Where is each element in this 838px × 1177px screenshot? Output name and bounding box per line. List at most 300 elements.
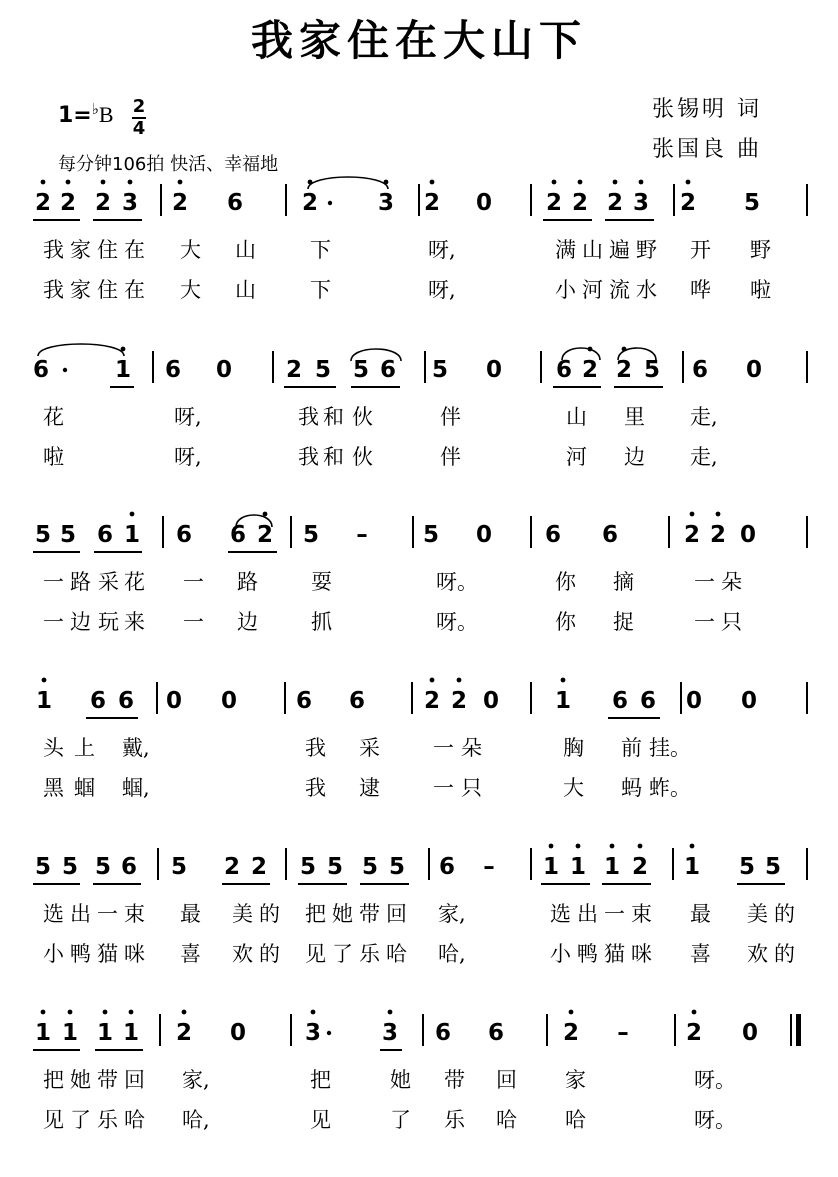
note: 5 — [94, 854, 112, 880]
lyric-verse-2: 流 — [609, 278, 630, 302]
lyric-verse-2: 大 — [563, 776, 584, 800]
note: 5 — [170, 854, 188, 880]
note: 2 — [545, 190, 563, 216]
lyric-verse-2: 了 — [332, 942, 353, 966]
note: 6 — [691, 357, 709, 383]
lyric-verse-2: 猫 — [97, 942, 118, 966]
beam-underline — [86, 717, 138, 719]
octave-dot — [610, 844, 615, 849]
note: 1 — [96, 1020, 114, 1046]
lyric-verse-2: 蚂 — [621, 776, 642, 800]
barline — [682, 351, 684, 383]
octave-dot — [41, 180, 46, 185]
note: 2 — [423, 688, 441, 714]
flat-sign: ♭ — [91, 100, 99, 118]
beam-underline — [33, 1049, 80, 1051]
beam-underline — [541, 883, 590, 885]
lyric-verse-1: 戴, — [122, 736, 150, 760]
barline — [806, 516, 808, 548]
lyric-verse-1: 最 — [690, 902, 711, 926]
note: – — [356, 522, 368, 548]
lyric-verse-2: 啦 — [750, 278, 771, 302]
octave-dot — [263, 512, 268, 517]
note: 2 — [250, 854, 268, 880]
barline — [424, 351, 426, 383]
beam-underline — [33, 883, 80, 885]
note: 0 — [739, 522, 757, 548]
lyric-verse-1: 前 — [621, 736, 642, 760]
note: 0 — [475, 190, 493, 216]
beam-underline — [360, 883, 409, 885]
lyric-verse-2: 哈 — [386, 942, 407, 966]
note: 5 — [34, 522, 52, 548]
barline — [290, 516, 292, 548]
lyric-verse-1: 住 — [97, 238, 118, 262]
lyric-verse-1: 美 — [747, 902, 768, 926]
lyric-verse-1: 遍 — [609, 238, 630, 262]
lyric-verse-2: 乐 — [359, 942, 380, 966]
note: 2 — [301, 190, 319, 216]
lyric-verse-1: 家, — [182, 1068, 210, 1092]
lyric-verse-2: 一 — [433, 776, 454, 800]
note: 0 — [485, 357, 503, 383]
lyric-verse-1: 上 — [74, 736, 95, 760]
octave-dot — [388, 1010, 393, 1015]
note: 6 — [32, 357, 50, 383]
barline — [530, 516, 532, 548]
note: – — [617, 1020, 629, 1046]
note: 1 — [554, 688, 572, 714]
barline — [668, 516, 670, 548]
note: 2 — [683, 522, 701, 548]
barline — [284, 682, 286, 714]
note: 3 — [121, 190, 139, 216]
lyric-verse-2: 家 — [70, 278, 91, 302]
beam-underline — [602, 883, 651, 885]
note: 1 — [569, 854, 587, 880]
octave-dot — [690, 844, 695, 849]
lyric-verse-2: 呀, — [428, 278, 456, 302]
lyric-verse-2: 和 — [323, 445, 344, 469]
lyric-verse-2: 鸭 — [577, 942, 598, 966]
barline — [546, 1014, 548, 1046]
lyric-verse-1: 满 — [555, 238, 576, 262]
note: 5 — [361, 854, 379, 880]
octave-dot — [128, 180, 133, 185]
lyric-verse-2: 伴 — [440, 445, 461, 469]
note: 2 — [223, 854, 241, 880]
octave-dot — [457, 678, 462, 683]
lyric-verse-1: 呀, — [428, 238, 456, 262]
octave-dot — [129, 1010, 134, 1015]
note: 1 — [603, 854, 621, 880]
lyric-verse-1: 采 — [98, 570, 119, 594]
lyric-verse-1: 束 — [124, 902, 145, 926]
lyric-verse-2: 蚱。 — [649, 776, 691, 800]
octave-dot — [716, 512, 721, 517]
lyric-verse-2: 水 — [636, 278, 657, 302]
lyric-verse-2: 呀, — [174, 445, 202, 469]
note: 6 — [164, 357, 182, 383]
lyric-verse-2: 哈 — [565, 1108, 586, 1132]
barline — [428, 848, 430, 880]
octave-dot — [311, 1010, 316, 1015]
beam-underline — [380, 1049, 402, 1051]
lyric-verse-1: 一 — [433, 736, 454, 760]
note: 5 — [643, 357, 661, 383]
lyric-verse-1: 你 — [555, 570, 576, 594]
lyric-verse-1: 山 — [235, 238, 256, 262]
lyric-verse-1: 她 — [70, 1068, 91, 1092]
barline — [673, 184, 675, 216]
lyric-verse-2: 走, — [690, 445, 718, 469]
note: 5 — [388, 854, 406, 880]
lyric-verse-1: 在 — [124, 238, 145, 262]
lyric-verse-2: 来 — [124, 610, 145, 634]
lyric-verse-1: 呀。 — [694, 1068, 736, 1092]
octave-dot — [101, 180, 106, 185]
octave-dot — [639, 180, 644, 185]
note: 6 — [434, 1020, 452, 1046]
lyric-verse-1: 和 — [323, 405, 344, 429]
octave-dot — [68, 1010, 73, 1015]
note: 2 — [34, 190, 52, 216]
lyric-verse-1: 呀, — [174, 405, 202, 429]
barline — [672, 848, 674, 880]
lyric-verse-2: 边 — [237, 610, 258, 634]
lyric-verse-1: 伙 — [352, 405, 373, 429]
barline — [422, 1014, 424, 1046]
beam-underline — [375, 386, 400, 388]
lyric-verse-1: 回 — [124, 1068, 145, 1092]
lyric-verse-1: 家 — [565, 1068, 586, 1092]
note: 5 — [738, 854, 756, 880]
lyric-verse-2: 小 — [43, 942, 64, 966]
lyric-verse-2: 山 — [235, 278, 256, 302]
note: 1 — [542, 854, 560, 880]
barline — [530, 848, 532, 880]
lyric-verse-1: 山 — [566, 405, 587, 429]
note: 6 — [89, 688, 107, 714]
lyric-verse-2: 捉 — [613, 610, 634, 634]
lyric-verse-2: 抓 — [311, 610, 332, 634]
lyric-verse-2: 啦 — [43, 445, 64, 469]
octave-dot — [430, 180, 435, 185]
lyric-verse-1: 我 — [298, 405, 319, 429]
lyric-verse-1: 家 — [70, 238, 91, 262]
lyric-verse-1: 的 — [774, 902, 795, 926]
lyric-verse-2: 呀。 — [436, 610, 478, 634]
beam-underline — [93, 219, 142, 221]
lyric-verse-2: 只 — [461, 776, 482, 800]
octave-dot — [103, 1010, 108, 1015]
song-title: 我家住在大山下 — [250, 16, 587, 65]
beam-underline — [284, 386, 336, 388]
lyric-verse-2: 只 — [721, 610, 742, 634]
note: 1 — [114, 357, 132, 383]
lyric-verse-1: 把 — [310, 1068, 331, 1092]
octave-dot — [66, 180, 71, 185]
barline — [290, 1014, 292, 1046]
lyric-verse-1: 山 — [582, 238, 603, 262]
barline — [806, 184, 808, 216]
lyric-verse-1: 朵 — [721, 570, 742, 594]
lyric-verse-1: 出 — [577, 902, 598, 926]
composer-credit: 张国良 曲 — [652, 137, 762, 162]
lyric-verse-1: 挂。 — [649, 736, 691, 760]
lyricist-credit: 张锡明 词 — [652, 97, 762, 122]
lyric-verse-1: 出 — [70, 902, 91, 926]
note: 2 — [256, 522, 274, 548]
lyric-verse-2: 喜 — [180, 942, 201, 966]
note: 0 — [685, 688, 703, 714]
lyric-verse-2: 猫 — [604, 942, 625, 966]
note: 6 — [348, 688, 366, 714]
lyric-verse-2: 见 — [310, 1108, 331, 1132]
beam-underline — [298, 883, 347, 885]
lyric-verse-1: 把 — [305, 902, 326, 926]
note: 0 — [220, 688, 238, 714]
lyric-verse-2: 的 — [774, 942, 795, 966]
barline — [530, 682, 532, 714]
time-bottom: 4 — [132, 118, 146, 139]
note: 5 — [59, 522, 77, 548]
note: 6 — [379, 357, 397, 383]
lyric-verse-2: 小 — [550, 942, 571, 966]
beam-underline — [33, 551, 80, 553]
lyric-verse-1: 一 — [97, 902, 118, 926]
beam-underline — [605, 219, 654, 221]
note: 3 — [632, 190, 650, 216]
note: 0 — [740, 688, 758, 714]
lyric-verse-2: 见 — [43, 1108, 64, 1132]
lyric-verse-2: 在 — [124, 278, 145, 302]
lyric-verse-2: 我 — [298, 445, 319, 469]
lyric-verse-2: 一 — [183, 610, 204, 634]
lyric-verse-2: 我 — [43, 278, 64, 302]
note: 6 — [639, 688, 657, 714]
lyric-verse-1: 摘 — [613, 570, 634, 594]
final-barline — [796, 1014, 801, 1046]
lyric-verse-1: 把 — [43, 1068, 64, 1092]
octave-dot — [578, 180, 583, 185]
lyric-verse-1: 花 — [124, 570, 145, 594]
note: 2 — [175, 1020, 193, 1046]
note: 6 — [544, 522, 562, 548]
lyric-verse-1: 大 — [180, 238, 201, 262]
note: 2 — [59, 190, 77, 216]
note: 0 — [482, 688, 500, 714]
lyric-verse-1: 一 — [183, 570, 204, 594]
barline — [272, 351, 274, 383]
lyric-verse-1: 一 — [43, 570, 64, 594]
lyric-verse-2: 哈, — [182, 1108, 210, 1132]
octave-dot — [182, 1010, 187, 1015]
note: 2 — [94, 190, 112, 216]
beam-underline — [228, 551, 277, 553]
lyric-verse-2: 边 — [624, 445, 645, 469]
barline — [418, 184, 420, 216]
barline — [157, 848, 159, 880]
lyric-verse-2: 欢 — [747, 942, 768, 966]
note: 5 — [764, 854, 782, 880]
lyric-verse-2: 的 — [259, 942, 280, 966]
note: 2 — [615, 357, 633, 383]
lyric-verse-1: 走, — [690, 405, 718, 429]
beam-underline — [33, 219, 80, 221]
note: 2 — [450, 688, 468, 714]
octave-dot — [561, 678, 566, 683]
lyric-verse-2: 小 — [555, 278, 576, 302]
barline — [152, 351, 154, 383]
note: 2 — [606, 190, 624, 216]
augmentation-dot — [327, 1031, 331, 1035]
lyric-verse-1: 最 — [180, 902, 201, 926]
lyric-verse-2: 欢 — [232, 942, 253, 966]
lyric-verse-1: 野 — [750, 238, 771, 262]
lyric-verse-1: 的 — [259, 902, 280, 926]
key-prefix: 1= — [58, 103, 92, 128]
barline — [530, 184, 532, 216]
lyric-verse-2: 乐 — [444, 1108, 465, 1132]
note: 2 — [171, 190, 189, 216]
augmentation-dot — [63, 368, 67, 372]
lyric-verse-2: 喜 — [690, 942, 711, 966]
note: 6 — [487, 1020, 505, 1046]
beam-underline — [93, 883, 141, 885]
beam-underline — [614, 386, 663, 388]
note: 5 — [422, 522, 440, 548]
note: 0 — [475, 522, 493, 548]
note: 1 — [61, 1020, 79, 1046]
lyric-verse-1: 一 — [604, 902, 625, 926]
lyric-verse-1: 开 — [690, 238, 711, 262]
lyric-verse-2: 咪 — [124, 942, 145, 966]
note: 5 — [326, 854, 344, 880]
octave-dot — [430, 678, 435, 683]
octave-dot — [178, 180, 183, 185]
note: 1 — [34, 1020, 52, 1046]
slur — [38, 344, 124, 356]
octave-dot — [42, 678, 47, 683]
lyric-verse-2: 哈 — [124, 1108, 145, 1132]
lyric-verse-1: 美 — [232, 902, 253, 926]
note: 2 — [581, 357, 599, 383]
key-letter: B — [98, 102, 114, 127]
lyric-verse-1: 野 — [636, 238, 657, 262]
barline — [159, 1014, 161, 1046]
note: 6 — [96, 522, 114, 548]
beam-underline — [94, 551, 142, 553]
note: 6 — [438, 854, 456, 880]
note: 1 — [683, 854, 701, 880]
lyric-verse-1: 呀。 — [436, 570, 478, 594]
augmentation-dot — [328, 201, 332, 205]
note: 2 — [631, 854, 649, 880]
note: 5 — [314, 357, 332, 383]
beam-underline — [553, 386, 601, 388]
lyric-verse-1: 带 — [444, 1068, 465, 1092]
beam-underline — [222, 883, 270, 885]
lyric-verse-1: 胸 — [563, 736, 584, 760]
octave-dot — [638, 844, 643, 849]
note: 2 — [685, 1020, 703, 1046]
note: 2 — [562, 1020, 580, 1046]
lyric-verse-2: 蝈 — [74, 776, 95, 800]
note: 1 — [35, 688, 53, 714]
tempo-marking: 每分钟106拍 快活、幸福地 — [58, 154, 279, 175]
lyric-verse-1: 一 — [694, 570, 715, 594]
lyric-verse-1: 下 — [310, 238, 331, 262]
lyric-verse-1: 伴 — [440, 405, 461, 429]
note: 5 — [34, 854, 52, 880]
lyric-verse-1: 里 — [624, 405, 645, 429]
note: 5 — [743, 190, 761, 216]
note: 6 — [120, 854, 138, 880]
note: 2 — [423, 190, 441, 216]
lyric-verse-2: 住 — [97, 278, 118, 302]
lyric-verse-1: 花 — [43, 405, 64, 429]
note: 6 — [117, 688, 135, 714]
octave-dot — [41, 1010, 46, 1015]
lyric-verse-2: 哈 — [496, 1108, 517, 1132]
octave-dot — [576, 844, 581, 849]
lyric-verse-2: 边 — [70, 610, 91, 634]
lyric-verse-2: 下 — [310, 278, 331, 302]
note: 0 — [215, 357, 233, 383]
lyric-verse-2: 大 — [180, 278, 201, 302]
barline — [160, 184, 162, 216]
note: 0 — [745, 357, 763, 383]
lyric-verse-2: 你 — [555, 610, 576, 634]
barline — [806, 682, 808, 714]
lyric-verse-1: 束 — [631, 902, 652, 926]
barline — [285, 848, 287, 880]
beam-underline — [110, 386, 134, 388]
barline — [285, 184, 287, 216]
note: 3 — [304, 1020, 322, 1046]
lyric-verse-2: 伙 — [352, 445, 373, 469]
note: 6 — [611, 688, 629, 714]
beam-underline — [608, 717, 660, 719]
octave-dot — [569, 1010, 574, 1015]
barline — [156, 682, 158, 714]
note: 2 — [285, 357, 303, 383]
lyric-verse-2: 乐 — [97, 1108, 118, 1132]
note: 6 — [175, 522, 193, 548]
note: 5 — [431, 357, 449, 383]
beam-underline — [543, 219, 592, 221]
lyric-verse-1: 头 — [43, 736, 64, 760]
lyric-verse-2: 逮 — [359, 776, 380, 800]
lyric-verse-2: 哗 — [690, 278, 711, 302]
note: 6 — [601, 522, 619, 548]
lyric-verse-1: 选 — [43, 902, 64, 926]
note: 5 — [299, 854, 317, 880]
note: 2 — [571, 190, 589, 216]
barline — [162, 516, 164, 548]
barline — [806, 351, 808, 383]
octave-dot — [552, 180, 557, 185]
note: 6 — [555, 357, 573, 383]
octave-dot — [692, 1010, 697, 1015]
note: 6 — [295, 688, 313, 714]
lyric-verse-1: 家, — [438, 902, 466, 926]
lyric-verse-1: 带 — [359, 902, 380, 926]
lyric-verse-2: 咪 — [631, 942, 652, 966]
note: 5 — [352, 357, 370, 383]
note: 3 — [377, 190, 395, 216]
